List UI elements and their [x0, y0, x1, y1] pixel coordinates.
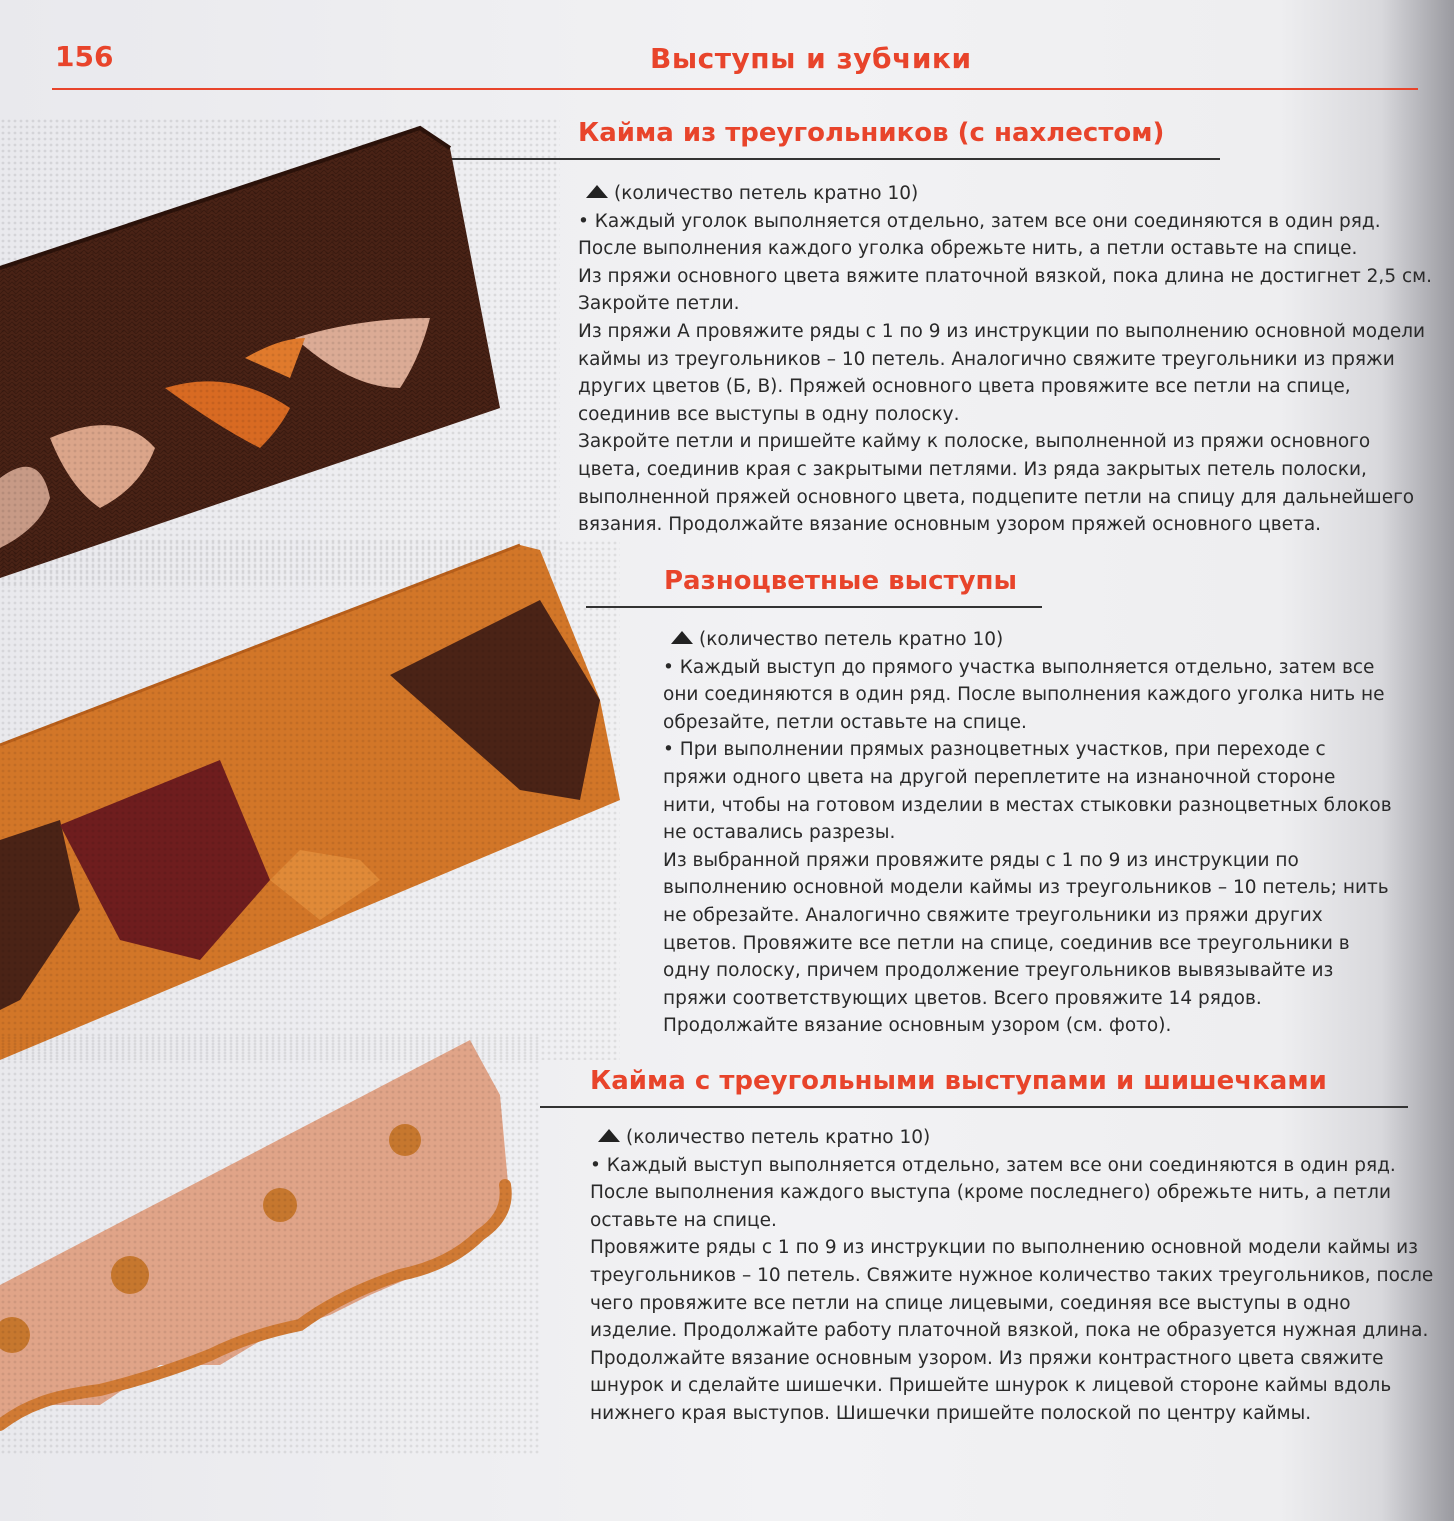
section-rule-1	[452, 158, 1220, 160]
section-rule-2	[586, 606, 1042, 608]
paragraph: Из пряжи основного цвета вяжите платочной вязкой, пока длина не достигнет 2,5 см. Закройте петли.	[578, 265, 1432, 315]
section-title-3: Кайма с треугольными выступами и шишечками	[590, 1066, 1327, 1096]
triangle-icon	[671, 631, 693, 644]
paragraph: • Каждый выступ до прямого участка выполняется отдельно, затем все они соединяются в один ряд. После выполнения каждого уголка нить не обрезайте, петли оставьте на спице.	[663, 656, 1385, 733]
paragraph: • Каждый выступ выполняется отдельно, затем все они соединяются в один ряд. После выполнения каждого выступа (кроме последнего) обрежьте нить, а петли оставьте на спице.	[590, 1154, 1396, 1231]
photo-overlap-triangles	[0, 118, 560, 588]
section-body-2	[663, 626, 1393, 1040]
photo-bobble-border	[0, 1035, 540, 1455]
section-body-1	[578, 180, 1438, 539]
paragraph: Закройте петли и пришейте кайму к полоске, выполненной из пряжи основного цвета, соединив края с закрытыми петлями. Из ряда закрытых петель полоски, выполненной пряжей основного цвета, подцепите петли на спицу для дальнейшего вязания. Продолжайте вязание основным узором пряжей основного цвета.	[578, 431, 1415, 536]
stitch-note-2: (количество петель кратно 10)	[663, 626, 1393, 654]
section-title-1: Кайма из треугольников (с нахлестом)	[578, 118, 1165, 148]
paragraph: Из выбранной пряжи провяжите ряды с 1 по 9 из инструкции по выполнению основной модели каймы из треугольников – 10 петель; нить не обрезайте. Аналогично свяжите треугольники из пряжи других цветов. Провяжите все петли на спице, соединив все треугольники в одну полоску, причем продолжение треугольников вывязывайте из пряжи соответствующих цветов. Всего провяжите 14 рядов. Продолжайте вязание основным узором (см. фото).	[663, 849, 1389, 1037]
page-number: 156	[55, 40, 114, 73]
paragraph: • Каждый уголок выполняется отдельно, затем все они соединяются в один ряд. После выполнения каждого уголка обрежьте нить, а петли оставьте на спице.	[578, 210, 1381, 260]
header-rule	[52, 88, 1418, 90]
section-title-2: Разноцветные выступы	[664, 566, 1017, 596]
triangle-icon	[586, 185, 608, 198]
section-rule-3	[540, 1106, 1408, 1108]
section-body-3	[590, 1124, 1435, 1428]
paragraph: • При выполнении прямых разноцветных участков, при переходе с пряжи одного цвета на другой переплетите на изнаночной стороне нити, чтобы на готовом изделии в местах стыковки разноцветных блоков не оставались разрезы.	[663, 739, 1392, 844]
stitch-note-1: (количество петель кратно 10)	[578, 180, 1438, 208]
paragraph: Провяжите ряды с 1 по 9 из инструкции по выполнению основной модели каймы из треугольников – 10 петель. Свяжите нужное количество таких треугольников, после чего провяжите все петли на спице лицевыми, соединяя все выступы в одно изделие. Продолжайте работу платочной вязкой, пока не образуется нужная длина. Продолжайте вязание основным узором. Из пряжи контрастного цвета свяжите шнурок и сделайте шишечки. Пришейте шнурок к лицевой стороне каймы вдоль нижнего края выступов. Шишечки пришейте полоской по центру каймы.	[590, 1237, 1434, 1424]
triangle-icon	[598, 1129, 620, 1142]
paragraph: Из пряжи А провяжите ряды с 1 по 9 из инструкции по выполнению основной модели каймы из треугольников – 10 петель. Аналогично свяжите треугольники из пряжи других цветов (Б, В). Пряжей основного цвета провяжите все петли на спице, соединив все выступы в одну полоску.	[578, 320, 1426, 425]
photo-multicolor-projections	[0, 540, 620, 1060]
chapter-title: Выступы и зубчики	[650, 42, 972, 75]
stitch-note-3: (количество петель кратно 10)	[590, 1124, 1435, 1152]
